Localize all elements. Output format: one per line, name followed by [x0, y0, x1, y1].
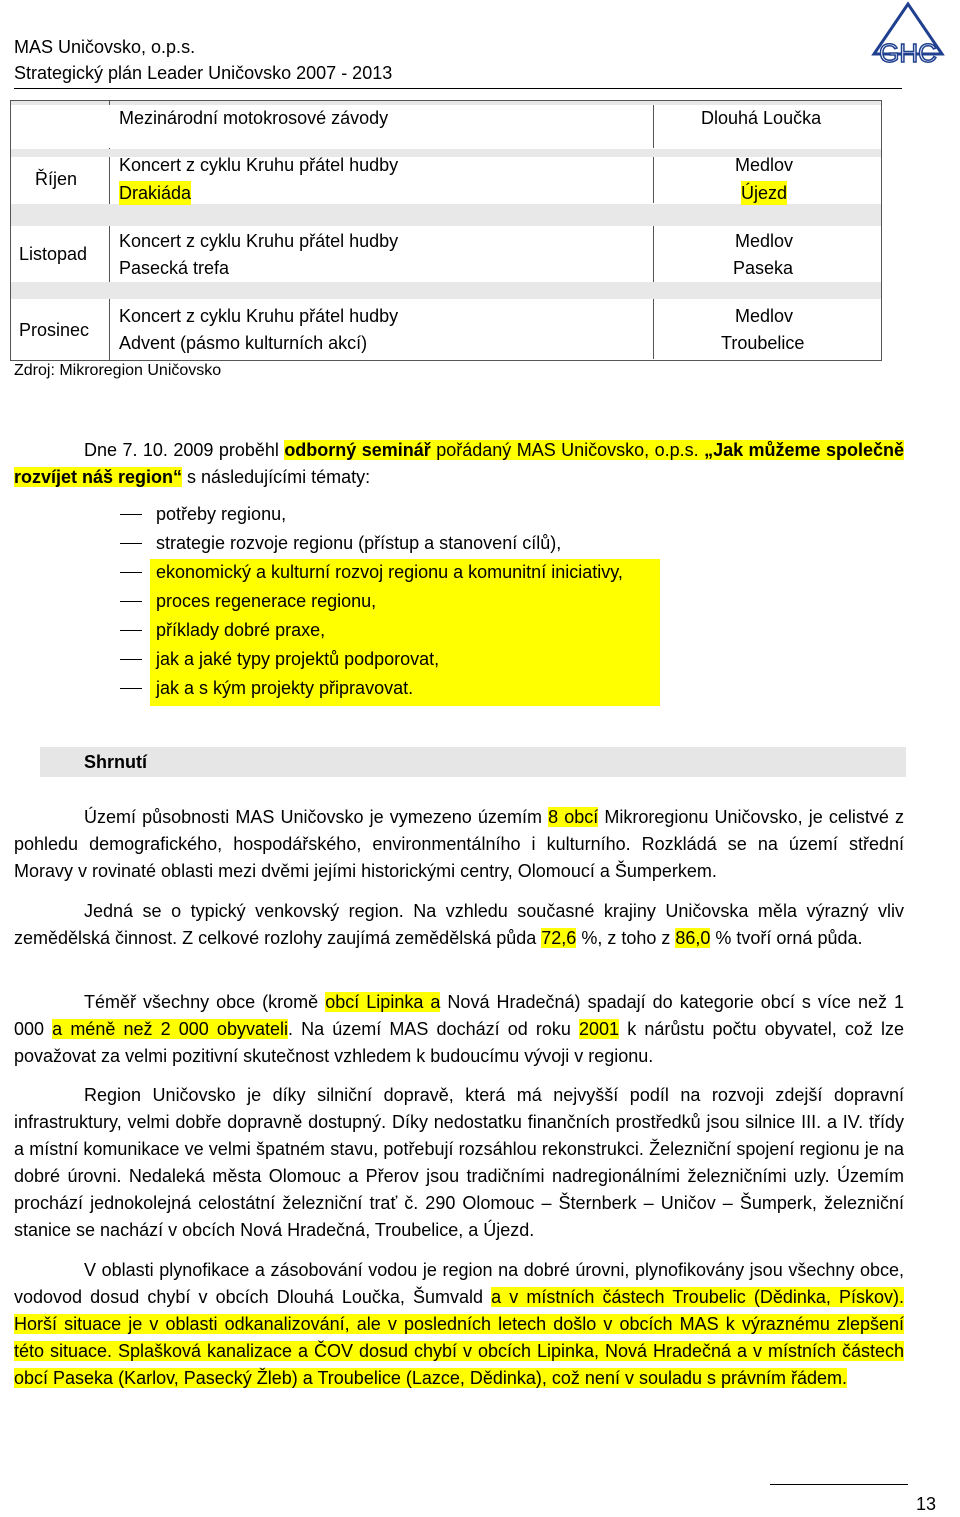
summary-paragraph-5: V oblasti plynofikace a zásobování vodou je region na dobré úrovni, plynofikovány jsou všechny obce, vodovod dosud chybí v obcích Dlouhá Loučka, Šumvald a v místních částech Troubelic (Dědinka, Pískov). Horší situace je v oblasti odkanalizování, ale v posledních letech došlo v obcích MAS k výraznému zlepšení této situace. Splašková kanalizace a ČOV dosud chybí v obcích Lipinka, Nová Hradečná a v místních částech obcí Paseka (Karlov, Pasecký Žleb) a Troubelice (Lazce, Dědinka), což není v souladu s právním řádem.: [14, 1260, 904, 1388]
place-2-1: Paseka: [733, 258, 794, 278]
page-number: 13: [915, 1494, 936, 1514]
summary-heading: Shrnutí: [84, 752, 147, 772]
summary-paragraph-2: Jedná se o typický venkovský region. Na vzhledu současné krajiny Uničovska měla výrazný vliv zemědělská činnost. Z celkové rozlohy zaujímá zemědělská půda 72,6 %, z toho z 86,0 % tvoří orná půda.: [14, 901, 904, 948]
event-2-0: Koncert z cyklu Kruhu přátel hudby: [119, 231, 399, 251]
place-1-0: Medlov: [735, 155, 794, 175]
footer-rule: [770, 1484, 908, 1485]
place-1-1: Újezd: [741, 183, 788, 203]
header-plan: Strategický plán Leader Uničovsko 2007 - 2013: [14, 63, 393, 83]
event-0-0: Mezinárodní motokrosové závody: [119, 108, 389, 128]
intro-paragraph: Dne 7. 10. 2009 proběhl odborný seminář pořádaný MAS Uničovsko, o.p.s. „Jak můžeme společně rozvíjet náš region“ s následujícími tématy:: [14, 440, 905, 487]
summary-heading-bar: [40, 747, 906, 777]
summary-paragraph-1: Území působnosti MAS Uničovsko je vymezeno územím 8 obcí Mikroregionu Uničovsko, je celistvé z pohledu demografického, hospodářského, environmentálního i kulturního. Rozkládá se na území střední Moravy v rovinaté oblasti mezi dvěmi jejími historickými centry, Olomoucí a Šumperkem.: [14, 807, 904, 881]
svg-text:GHC: GHC: [879, 38, 937, 68]
events-table: [10, 100, 882, 361]
month-rijen: Říjen: [35, 169, 78, 189]
summary-paragraph-3: Téměř všechny obce (kromě obcí Lipinka a Nová Hradečná) spadají do kategorie obcí s více než 1 000 a méně než 2 000 obyvateli. Na území MAS dochází od roku 2001 k nárůstu počtu obyvatel, což lze považovat za velmi pozitivní skutečnost vzhledem k budoucímu vývoji v regionu.: [14, 992, 905, 1066]
table-source: Zdroj: Mikroregion Uničovsko: [14, 362, 222, 379]
header-rule: [14, 88, 902, 89]
place-0-0: Dlouhá Loučka: [701, 108, 822, 128]
event-2-1: Pasecká trefa: [119, 258, 230, 278]
month-listopad: Listopad: [19, 244, 88, 264]
header-org: MAS Uničovsko, o.p.s.: [14, 37, 196, 57]
ghc-logo: [862, 0, 954, 70]
place-3-1: Troubelice: [721, 333, 805, 353]
event-3-0: Koncert z cyklu Kruhu přátel hudby: [119, 306, 399, 326]
event-1-1: Drakiáda: [119, 183, 192, 203]
place-3-0: Medlov: [735, 306, 794, 326]
event-3-1: Advent (pásmo kulturních akcí): [119, 333, 368, 353]
place-2-0: Medlov: [735, 231, 794, 251]
event-1-0: Koncert z cyklu Kruhu přátel hudby: [119, 155, 399, 175]
month-prosinec: Prosinec: [19, 320, 90, 340]
summary-paragraph-4: Region Uničovsko je díky silniční dopravě, která má nejvyšší podíl na rozvoji zdejší dopravní infrastruktury, velmi dobře dopravně dostupný. Díky nedostatku finančních prostředků jsou silnice III. a IV. třídy a místní komunikace ve velmi špatném stavu, potřebují rozsáhlou rekonstrukci. Železniční spojení regionu je na dobré úrovni. Nedaleká města Olomouc a Přerov jsou tradičními nadregionálními železničními uzly. Územím prochází jednokolejná celostátní železniční trať č. 290 Olomouc – Šternberk – Uničov – Šumperk, železniční stanice se nachází v obcích Nová Hradečná, Troubelice, a Újezd.: [14, 1085, 904, 1240]
document-header: [14, 34, 392, 86]
